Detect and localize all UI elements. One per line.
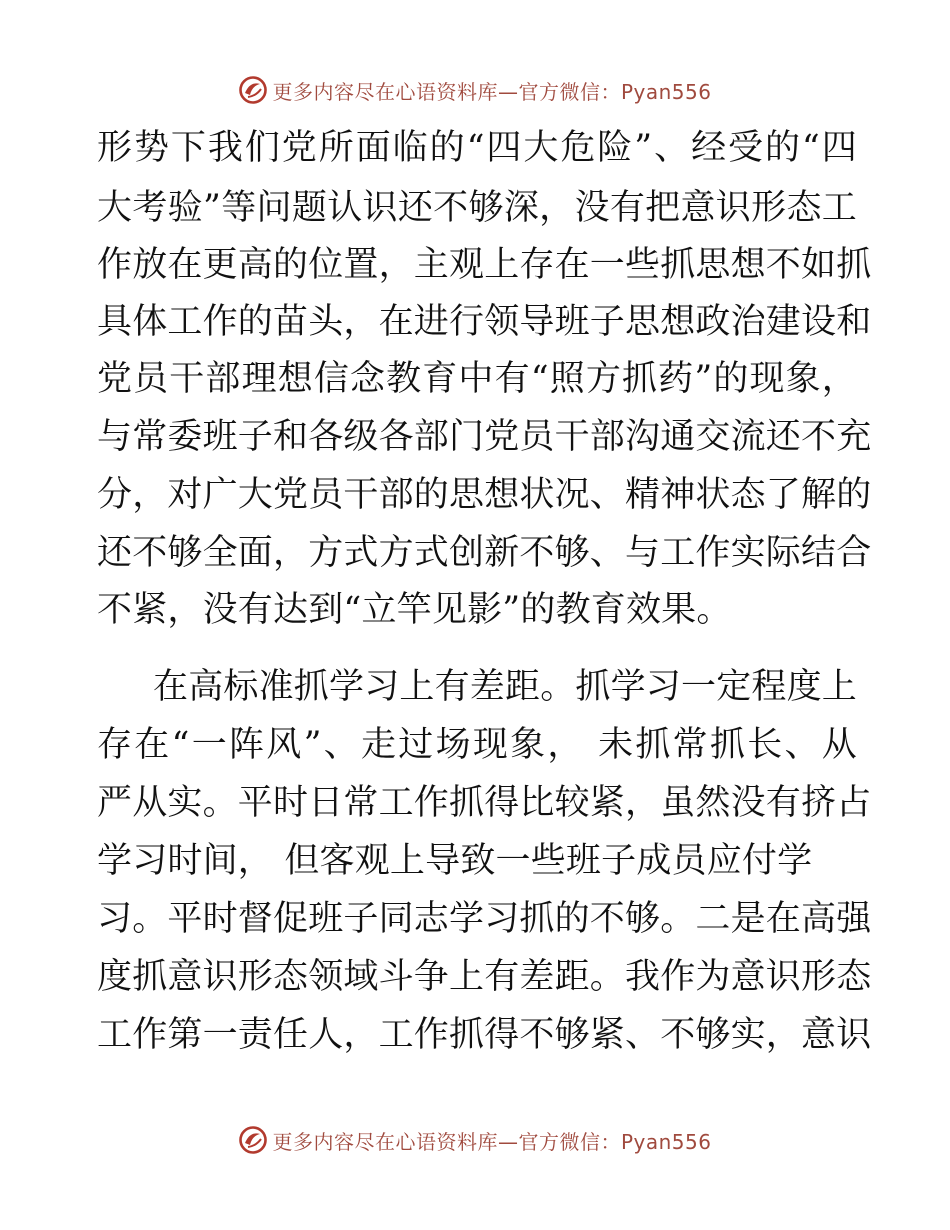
- body-line: 具体工作的苗头，在进行领导班子思想政治建设和: [97, 302, 872, 342]
- body-line: 严从实。平时日常工作抓得比较紧，虽然没有挤占: [97, 783, 872, 823]
- body-line: 习。平时督促班子同志学习抓的不够。二是在高强: [97, 899, 872, 939]
- body-line: 还不够全面，方式方式创新不够、与工作实际结合: [97, 533, 872, 573]
- header-watermark-text: 更多内容尽在心语资料库—官方微信：Pyan556: [272, 79, 712, 104]
- footer-watermark: [0, 1120, 950, 1160]
- body-line: 工作第一责任人，工作抓得不够紧、不够实，意识: [97, 1015, 872, 1055]
- body-line: 分，对广大党员干部的思想状况、精神状态了解的: [97, 475, 872, 515]
- body-line: 度抓意识形态领域斗争上有差距。我作为意识形态: [97, 957, 872, 997]
- body-line: 在高标准抓学习上有差距。抓学习一定程度上: [153, 667, 858, 707]
- red-swirl-logo-icon: [238, 1125, 268, 1155]
- body-line: 作放在更高的位置，主观上存在一些抓思想不如抓: [97, 245, 872, 285]
- body-line: 学习时间， 但客观上导致一些班子成员应付学: [97, 841, 813, 881]
- footer-watermark-text: 更多内容尽在心语资料库—官方微信：Pyan556: [272, 1129, 712, 1154]
- body-line: 不紧，没有达到“立竿见影”的教育效果。: [97, 590, 732, 630]
- body-line: 与常委班子和各级各部门党员干部沟通交流还不充: [97, 417, 872, 457]
- body-line: 存在“一阵风”、走过场现象， 未抓常抓长、从: [97, 725, 857, 765]
- body-line: 大考验”等问题认识还不够深，没有把意识形态工: [97, 188, 857, 228]
- body-line: 党员干部理想信念教育中有“照方抓药”的现象，: [97, 359, 857, 399]
- body-line: 形势下我们党所面临的“四大危险”、经受的“四: [97, 128, 857, 168]
